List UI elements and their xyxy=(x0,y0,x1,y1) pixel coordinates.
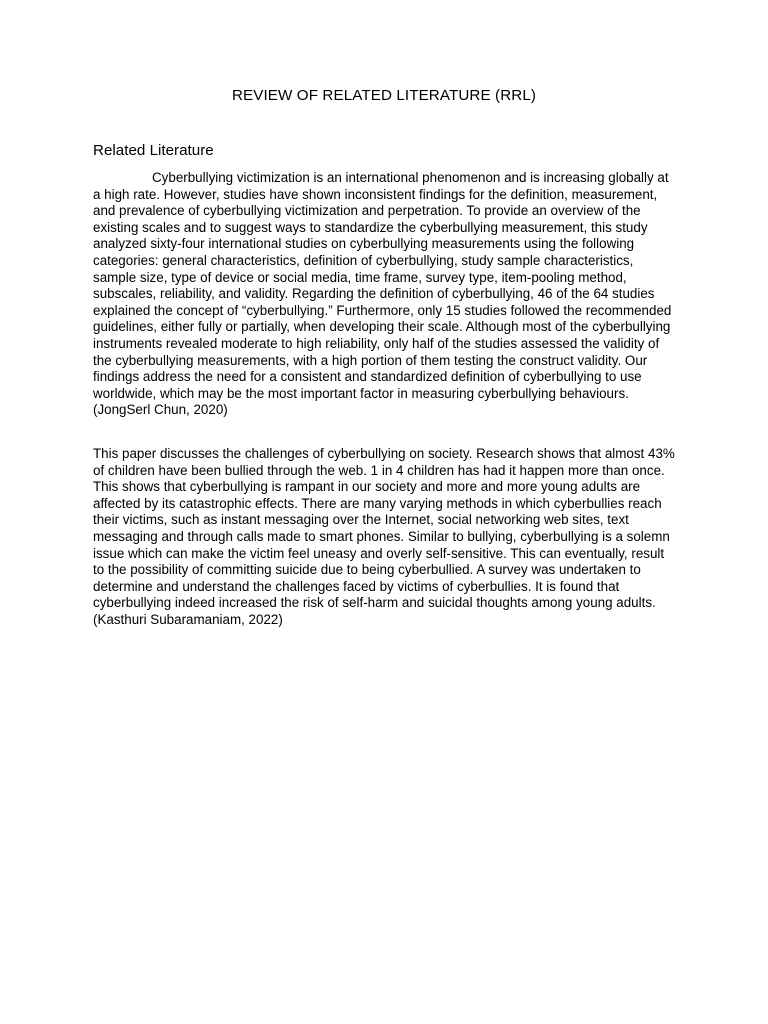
paragraph-2 xyxy=(93,446,677,629)
paragraph-1 xyxy=(93,170,677,419)
paragraph-2-body: This paper discusses the challenges of cyberbullying on society. Research shows that almost 43% of children have been bullied through the web. 1 in 4 children has had it happen more than once. This shows that cyberbullying is rampant in our society and more and more young adults are affected by its catastrophic effects. There are many varying methods in which cyberbullies reach their victims, such as instant messaging over the Internet, social networking web sites, text messaging and through calls made to smart phones. Similar to bullying, cyberbullying is a solemn issue which can make the victim feel uneasy and overly self-sensitive. This can eventually, result to the possibility of committing suicide due to being cyberbullied. A survey was undertaken to determine and understand the challenges faced by victims of cyberbullies. It is found that cyberbullying indeed increased the risk of self-harm and suicidal thoughts among young adults. xyxy=(93,446,675,611)
paragraph-1-body: Cyberbullying victimization is an international phenomenon and is increasing globally at a high rate. However, studies have shown inconsistent findings for the definition, measurement, and prevalence of cyberbullying victimization and perpetration. To provide an overview of the existing scales and to suggest ways to standardize the cyberbullying measurement, this study analyzed sixty-four international studies on cyberbullying measurements using the following categories: general characteristics, definition of cyberbullying, study sample characteristics, sample size, type of device or social media, time frame, survey type, item-pooling method, subscales, reliability, and validity. Regarding the definition of cyberbullying, 46 of the 64 studies explained the concept of “cyberbullying.” Furthermore, only 15 studies followed the recommended guidelines, either fully or partially, when developing their scale. Although most of the cyberbullying instruments revealed moderate to high reliability, only half of the studies assessed the validity of the cyberbullying measurements, with a high portion of them testing the construct validity. Our findings address the need for a consistent and standardized definition of cyberbullying to use worldwide, which may be the most important factor in measuring cyberbullying behaviours. xyxy=(93,170,672,401)
paragraph-2-citation: (Kasthuri Subaramaniam, 2022) xyxy=(93,611,283,627)
section-heading: Related Literature xyxy=(93,142,214,159)
document-title: REVIEW OF RELATED LITERATURE (RRL) xyxy=(231,87,537,104)
paragraph-1-citation: (JongSerl Chun, 2020) xyxy=(93,402,228,418)
